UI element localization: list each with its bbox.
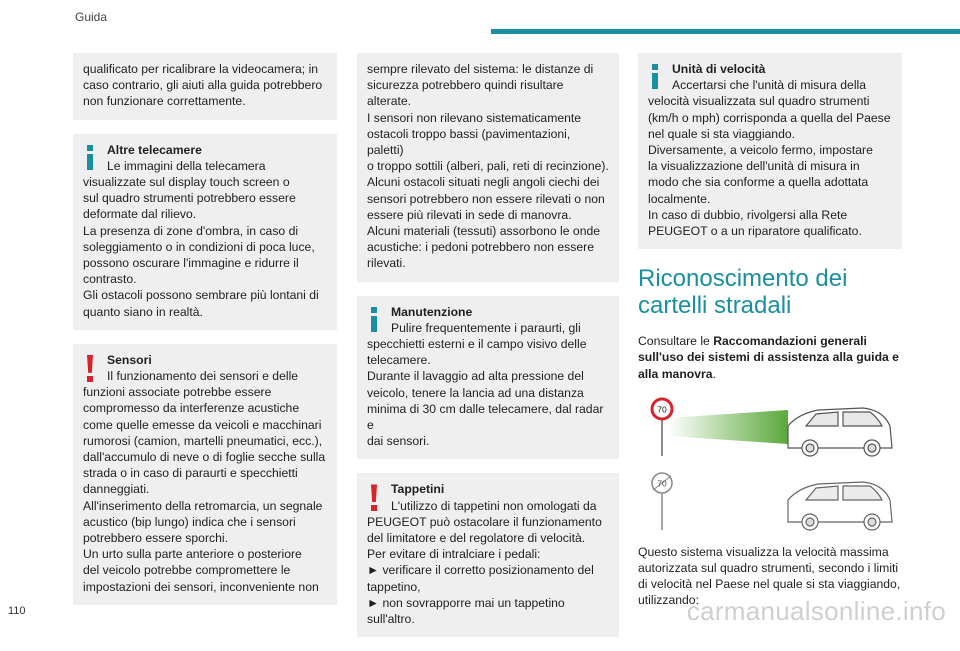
- text-line: dai sensori.: [367, 434, 430, 449]
- text-line: dall'accumulo di neve o di foglie secche sulla: [83, 450, 326, 465]
- text-line: Per evitare di intralciare i pedali:: [367, 547, 541, 562]
- text-line: sull'altro.: [367, 612, 415, 627]
- car-icon: [788, 482, 892, 530]
- text-line: impostazioni dei sensori, inconveniente non: [83, 579, 319, 594]
- column-3: [638, 53, 902, 609]
- text-line: Durante il lavaggio ad alta pressione del: [367, 369, 584, 384]
- warning-title: Sensori: [107, 352, 152, 367]
- text-line: autorizzata sul quadro strumenti, secondo i limiti: [638, 561, 899, 576]
- note-title: Unità di velocità: [672, 62, 766, 76]
- text-line: del limitatore e del regolatore di velocità.: [367, 531, 586, 546]
- page-number: 110: [8, 605, 26, 617]
- speed-sign-value: 70: [657, 478, 667, 489]
- info-icon: [371, 307, 377, 331]
- note-title: Manutenzione: [391, 304, 473, 319]
- warning-icon: [370, 484, 378, 510]
- text-line: o troppo sottili (alberi, pali, reti di recinzione).: [367, 159, 609, 174]
- note-unita-velocita: [638, 53, 902, 249]
- car-icon: [788, 408, 892, 456]
- watermark: carmanualsonline.info: [686, 596, 946, 626]
- text-line: soleggiamento o in condizioni di poca luce,: [83, 239, 315, 254]
- warning-sensori: [73, 344, 337, 605]
- text-line: potrebbero essere sporchi.: [83, 531, 228, 546]
- text-line: In caso di dubbio, rivolgersi alla Rete: [648, 207, 848, 222]
- note-manutenzione: [357, 296, 619, 460]
- warning-tappetini: [357, 473, 619, 637]
- continuation-box-2: [357, 53, 619, 282]
- text-line: ostacoli troppo bassi (pavimentazioni, paletti): [367, 126, 571, 158]
- intro-suffix: .: [712, 366, 716, 381]
- info-icon: [87, 145, 93, 169]
- text-line: sul quadro strumenti potrebbero essere: [83, 191, 296, 206]
- note-altre-telecamere: [73, 134, 337, 330]
- text-line: La presenza di zone d'ombra, in caso di: [83, 223, 299, 238]
- text-line: possono oscurare l'immagine e ridurre il: [83, 256, 299, 271]
- box-body: [83, 61, 327, 110]
- text-line: strada o in caso di paraurti e specchietti: [83, 466, 298, 481]
- section-heading: [638, 265, 902, 319]
- column-1: [73, 53, 337, 619]
- text-line: qualificato per ricalibrare la videocamera; in: [83, 62, 319, 76]
- text-line: rumorosi (camion, martelli pneumatici, ecc.),: [83, 433, 323, 448]
- text-line: Gli ostacoli possono sembrare più lontani di: [83, 288, 319, 303]
- text-line: tappetino,: [367, 579, 421, 594]
- note-title: Altre telecamere: [107, 142, 202, 157]
- text-line: quanto siano in realtà.: [83, 304, 203, 319]
- text-line: All'inserimento della retromarcia, un segnale: [83, 498, 323, 513]
- text-line: Questo sistema visualizza la velocità massima: [638, 544, 889, 559]
- text-line: (km/h o mph) corrisponda a quella del Paese: [648, 110, 891, 125]
- warning-icon: [86, 355, 94, 381]
- text-line: contrasto.: [83, 272, 137, 287]
- intro-paragraph: [638, 333, 902, 382]
- warning-title: Tappetini: [391, 482, 445, 497]
- illustration-speed-sign-detected: [638, 396, 898, 458]
- text-line: ► non sovrapporre mai un tappetino: [367, 595, 565, 610]
- text-line: Diversamente, a veicolo fermo, impostare: [648, 143, 873, 158]
- text-line: caso contrario, gli aiuti alla guida potrebbero: [83, 78, 323, 93]
- text-line: PEUGEOT può ostacolare il funzionamento: [367, 514, 602, 529]
- text-line: telecamere.: [367, 353, 431, 368]
- info-icon: [652, 64, 658, 88]
- text-line: acustico (bip lungo) indica che i sensori: [83, 514, 296, 529]
- text-line: non funzionare correttamente.: [83, 94, 246, 109]
- text-line: minima di 30 cm dalle telecamere, dal radar e: [367, 401, 604, 433]
- text-line: velocità visualizzata sul quadro strumenti: [648, 94, 870, 109]
- column-2: [357, 53, 619, 651]
- text-line: Alcuni materiali (tessuti) assorbono le onde: [367, 224, 601, 239]
- text-line: ► verificare il corretto posizionamento del: [367, 563, 594, 578]
- intro-link-line-3: alla manovra: [638, 366, 713, 381]
- illustration-speed-sign-not-detected: [638, 470, 898, 532]
- text-line: deformate dal rilievo.: [83, 207, 197, 222]
- camera-beam: [668, 410, 788, 444]
- heading-line-1: Riconoscimento dei: [638, 265, 848, 293]
- text-line: Accertarsi che l'unità di misura della: [672, 78, 867, 93]
- note-body: [648, 77, 892, 239]
- text-line: Il funzionamento dei sensori e delle: [107, 369, 299, 384]
- text-line: L'utilizzo di tappetini non omologati da: [391, 498, 597, 513]
- text-line: sicurezza potrebbero quindi risultare alterate.: [367, 78, 564, 109]
- note-body: [367, 320, 609, 450]
- continuation-box-1: [73, 53, 337, 120]
- text-line: I sensori non rilevano sistematicamente: [367, 110, 582, 125]
- text-line: come quelle emesse da veicoli e macchinari: [83, 417, 322, 432]
- text-line: rilevati.: [367, 256, 406, 271]
- heading-line-2: cartelli stradali: [638, 292, 792, 320]
- header-accent-bar: [491, 29, 960, 34]
- text-line: veicolo, tenere la lancia ad una distanza: [367, 385, 584, 400]
- warning-body: [367, 498, 609, 628]
- text-line: funzioni associate potrebbe essere: [83, 385, 272, 400]
- text-line: Pulire frequentemente i paraurti, gli: [391, 320, 581, 335]
- text-line: visualizzate sul display touch screen o: [83, 175, 290, 190]
- text-line: danneggiati.: [83, 482, 150, 497]
- text-line: PEUGEOT o a un riparatore qualificato.: [648, 224, 862, 239]
- intro-link-line-1: Raccomandazioni generali: [713, 334, 867, 349]
- text-line: localmente.: [648, 191, 711, 206]
- intro-prefix: Consultare le: [638, 334, 714, 349]
- text-line: sempre rilevato del sistema: le distanze di: [367, 62, 594, 76]
- text-line: essere più rilevati in sede di manovra.: [367, 207, 572, 222]
- text-line: acustiche: i pedoni potrebbero non essere: [367, 240, 594, 255]
- text-line: specchietti esterni e il campo visivo delle: [367, 337, 587, 352]
- warning-body: [83, 368, 327, 595]
- text-line: di velocità nel Paese nel quale si sta viaggiando,: [638, 577, 901, 592]
- text-line: del veicolo potrebbe compromettere le: [83, 563, 291, 578]
- text-line: sensori potrebbero non essere rilevati o non: [367, 191, 605, 206]
- box-body: [367, 61, 609, 272]
- text-line: Un urto sulla parte anteriore o posteriore: [83, 547, 302, 562]
- speed-sign-value: 70: [657, 404, 667, 415]
- text-line: Alcuni ostacoli situati negli angoli ciechi dei: [367, 175, 600, 190]
- text-line: utilizzando:: [638, 593, 699, 608]
- note-body: [83, 158, 327, 320]
- running-header: Guida: [75, 10, 108, 24]
- text-line: Le immagini della telecamera: [107, 158, 266, 173]
- intro-link-line-2: sull'uso dei sistemi di assistenza alla guida e: [638, 350, 899, 365]
- text-line: compromesso da interferenze acustiche: [83, 401, 300, 416]
- text-line: la visualizzazione dell'unità di misura in: [648, 159, 860, 174]
- text-line: nel quale si sta viaggiando.: [648, 126, 796, 141]
- text-line: modo che sia conforme a quella adottata: [648, 175, 869, 190]
